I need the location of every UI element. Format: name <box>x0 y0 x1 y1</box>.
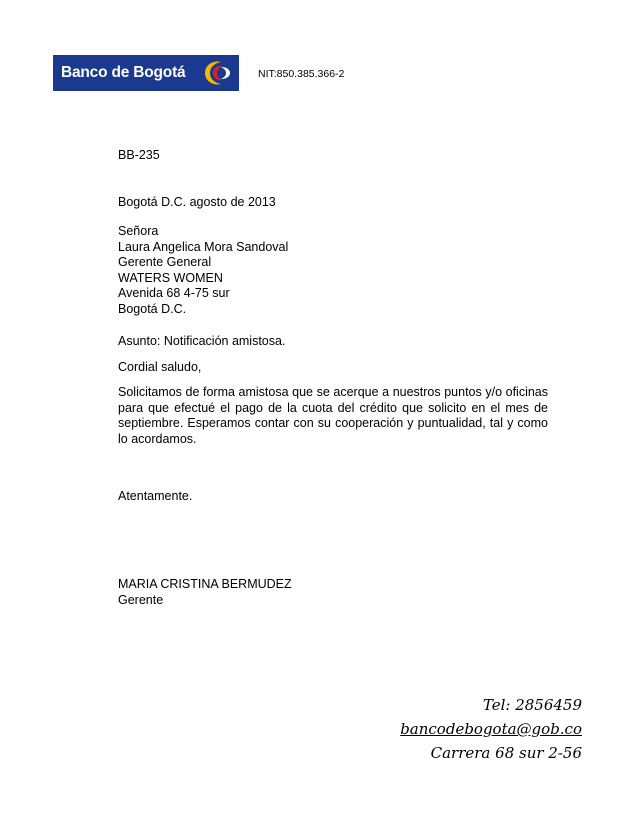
bank-logo <box>53 55 239 91</box>
signer-name: MARIA CRISTINA BERMUDEZ <box>118 577 292 591</box>
recipient-line: Señora <box>118 224 159 238</box>
recipient-line: Gerente General <box>118 255 212 269</box>
recipient-block <box>118 224 288 317</box>
recipient-line: Laura Angelica Mora Sandoval <box>118 239 289 254</box>
recipient-line: Bogotá D.C. <box>118 301 187 316</box>
contact-email[interactable]: bancodebogota@gob.co <box>400 720 582 738</box>
signer-title: Gerente <box>118 593 164 607</box>
contact-block <box>400 693 582 765</box>
closing: Atentamente. <box>118 489 193 503</box>
nit-number: NIT:850.385.366-2 <box>258 68 345 80</box>
recipient-line: WATERS WOMEN <box>118 270 223 285</box>
letter-body: Solicitamos de forma amistosa que se acerque a nuestros puntos y/o oficinas para que efectué el pago de la cuota del crédito que solicito en el mes de septiembre. Esperamos contar con su cooperación y puntualidad, tal y como lo acordamos. <box>118 385 548 446</box>
recipient-line: Avenida 68 4-75 sur <box>118 286 230 300</box>
greeting: Cordial saludo, <box>118 360 202 374</box>
subject-line: Asunto: Notificación amistosa. <box>118 334 286 348</box>
bank-emblem-icon <box>199 57 235 89</box>
place-date: Bogotá D.C. agosto de 2013 <box>118 195 276 209</box>
reference-code: BB-235 <box>118 148 160 162</box>
logo-text: Banco de Bogotá <box>61 64 186 81</box>
contact-phone: Tel: 2856459 <box>482 696 582 714</box>
contact-address: Carrera 68 sur 2-56 <box>430 744 582 762</box>
